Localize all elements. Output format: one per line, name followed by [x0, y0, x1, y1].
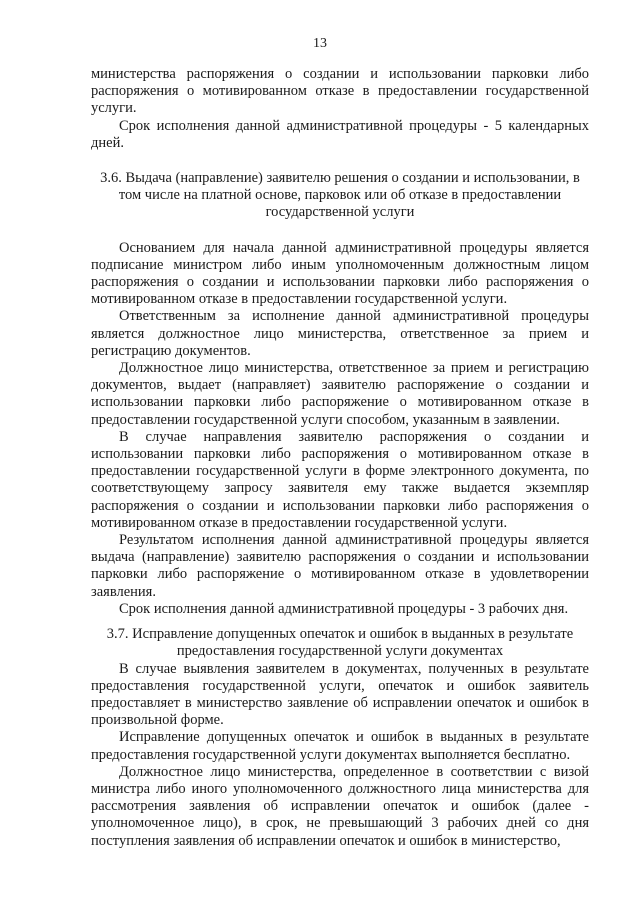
paragraph: Основанием для начала данной административной процедуры является подписание министром либо иным уполномоченным должностным лицом распоряжения о создании и использовании парковки либо распоряжения о мотивированном отказе в предоставлении государственной услуги. [91, 239, 589, 308]
paragraph: В случае выявления заявителем в документах, полученных в результате предоставления государственной услуги, опечаток и ошибок заявитель предоставляет в министерство заявление об исправлении опечаток и ошибок в произвольной форме. [91, 660, 589, 729]
paragraph: министерства распоряжения о создании и использовании парковки либо распоряжения о мотивированном отказе в предоставлении государственной услуги. [91, 66, 589, 117]
paragraph: Ответственным за исполнение данной административной процедуры является должностное лицо министерства, ответственное за прием и регистрацию документов. [91, 308, 589, 359]
page-body [91, 66, 589, 850]
paragraph: В случае направления заявителю распоряжения о создании и использовании парковки либо распоряжения о мотивированном отказе в предоставлении государственной услуги в форме электронного документа, по соответствующему запросу заявителя ему также выдается экземпляр распоряжения о создании и использовании парковки либо распоряжения о мотивированном отказе в предоставлении государственной услуги. [91, 428, 589, 531]
paragraph: Срок исполнения данной административной процедуры - 5 календарных дней. [91, 117, 589, 151]
paragraph: Исправление допущенных опечаток и ошибок в выданных в результате предоставления государственной услуги документах выполняется бесплатно. [91, 729, 589, 763]
section-heading: 3.6. Выдача (направление) заявителю решения о создании и использовании, в том числе на платной основе, парковок или об отказе в предоставлении государственной услуги [100, 170, 580, 221]
page-number: 13 [313, 36, 327, 51]
paragraph: Результатом исполнения данной административной процедуры является выдача (направление) заявителю распоряжения о создании и использовании парковки либо распоряжение о мотивированном отказе в удовлетворении заявления. [91, 532, 589, 600]
section-heading: 3.7. Исправление допущенных опечаток и ошибок в выданных в результате предоставления государственной услуги документах [106, 626, 574, 660]
paragraph: Должностное лицо министерства, определенное в соответствии с визой министра либо иного уполномоченного должностного лица министерства для рассмотрения заявления об исправлении опечаток и ошибок (далее - уполномоченное лицо), в срок, не превышающий 3 рабочих дней со дня поступления заявления об исправлении опечаток и ошибок в министерство, [91, 763, 589, 849]
paragraph: Должностное лицо министерства, ответственное за прием и регистрацию документов, выдает (направляет) заявителю распоряжение о создании и использовании парковки либо распоряжение о мотивированном отказе в предоставлении государственной услуги способом, указанным в заявлении. [91, 360, 589, 428]
paragraph: Срок исполнения данной административной процедуры - 3 рабочих дня. [119, 600, 569, 617]
